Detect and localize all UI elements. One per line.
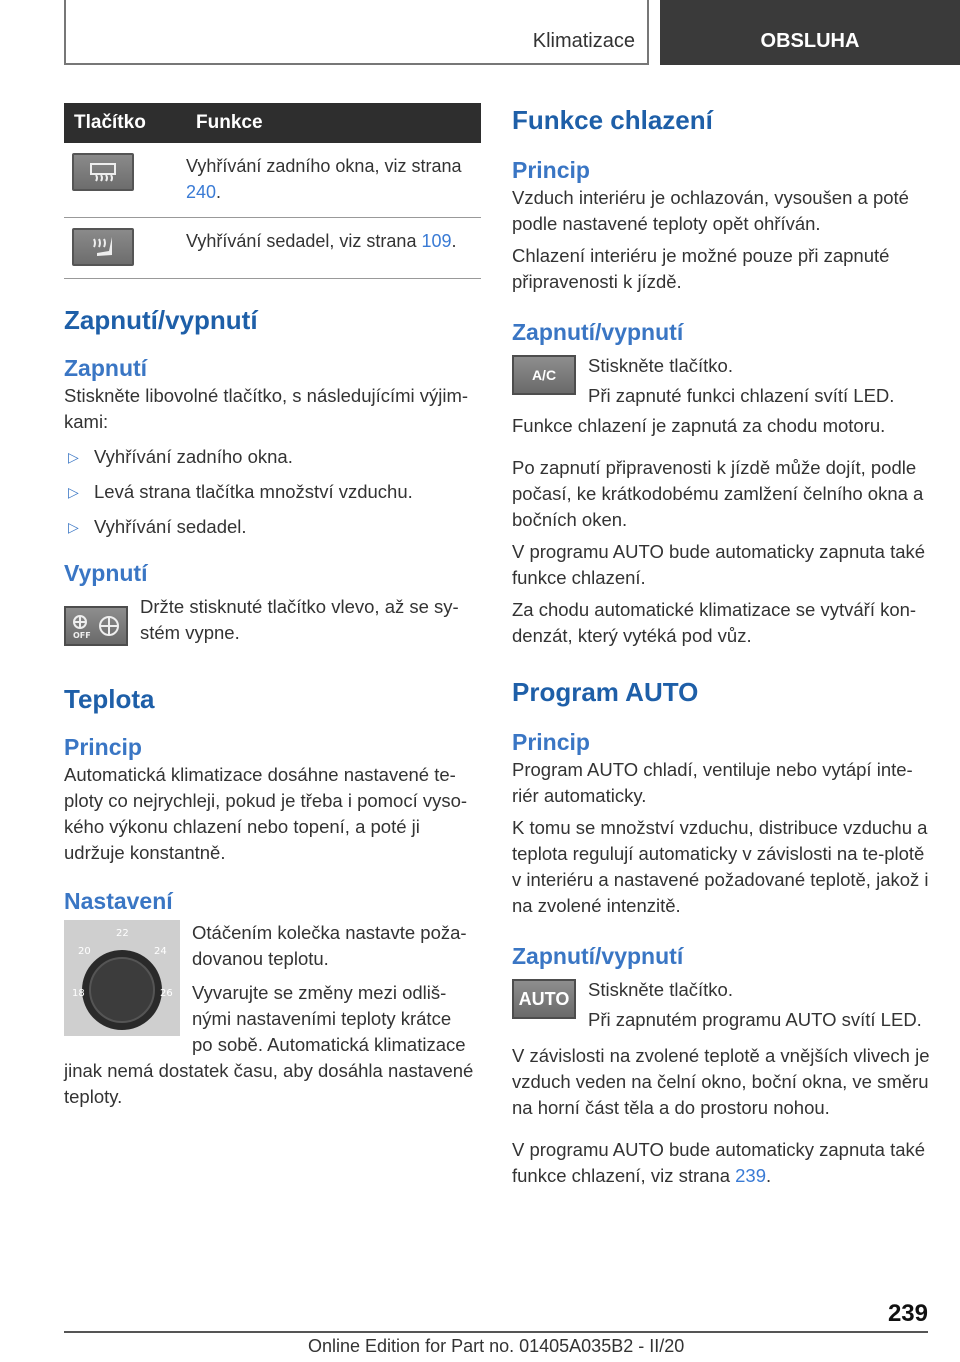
cool-text-3: Funkce chlazení je zapnutá za chodu motoru. xyxy=(512,415,886,436)
heading-princip: Princip xyxy=(512,157,590,183)
setting-text-2a: Vyvarujte se změny mezi odliš- nými nastaveními teploty krátce po sobě. Automatická klimatizace xyxy=(192,982,466,1055)
auto-button-icon: AUTO xyxy=(512,979,576,1019)
cool-text-5: V programu AUTO bude automaticky zapnuta také funkce chlazení. xyxy=(512,541,926,588)
setting-text-2b: jinak nemá dostatek času, aby dosáhla nastavené teploty. xyxy=(64,1060,474,1107)
col-header-function: Funkce xyxy=(186,103,481,143)
fan-off-button-icon xyxy=(64,606,128,646)
row-text: Vyhřívání zadního okna, viz strana xyxy=(186,156,462,176)
heading-on: Zapnutí xyxy=(64,355,148,381)
page-link[interactable]: 240 xyxy=(186,182,217,202)
off-instruction xyxy=(64,594,481,646)
ac-button-icon: A/C xyxy=(512,355,576,395)
seat-heat-icon xyxy=(72,228,134,266)
heading-on-off: Zapnutí/vypnutí xyxy=(512,319,684,345)
svg-text:18: 18 xyxy=(72,988,85,999)
list-item: ▷ Vyhřívání zadního okna. xyxy=(64,444,481,470)
row-text: Vyhřívání sedadel, viz strana xyxy=(186,231,422,251)
list-item: ▷ Vyhřívání sedadel. xyxy=(64,514,481,540)
right-column xyxy=(512,103,932,1189)
page-number: 239 xyxy=(887,1300,928,1327)
exceptions-list xyxy=(64,444,481,540)
heading-cooling: Funkce chlazení xyxy=(512,105,713,135)
heading-princip-2: Princip xyxy=(512,729,590,755)
page-link[interactable]: 109 xyxy=(421,231,452,251)
chapter-title: OBSLUHA xyxy=(760,30,860,52)
auto-text-t2: Při zapnutém programu AUTO svítí LED. xyxy=(588,1009,922,1030)
heading-program-auto: Program AUTO xyxy=(512,677,699,707)
off-text: Držte stisknuté tlačítko vlevo, až se sy-stém vypne. xyxy=(140,596,459,643)
ac-instruction xyxy=(512,353,932,409)
ac-text-1: Stiskněte tlačítko. xyxy=(588,355,733,376)
section-title: Klimatizace xyxy=(532,30,635,52)
list-item: ▷ Levá strana tlačítka množství vzduchu. xyxy=(64,479,481,505)
setting-instruction xyxy=(64,920,481,1058)
heading-off: Vypnutí xyxy=(64,560,148,586)
cool-text-1: Vzduch interiéru je ochlazován, vysoušen a poté podle nastavené teploty opět ohříván. xyxy=(512,187,909,234)
table-header-row xyxy=(64,103,481,143)
auto-text-2: K tomu se množství vzduchu, distribuce vzduchu a teplota regulují automaticky v závislosti na te-plotě v interiéru a nastavené požadované teplotě, jakož i na zvolené intenzitě. xyxy=(512,817,929,916)
heading-princip: Princip xyxy=(64,734,142,760)
cool-text-2: Chlazení interiéru je možné pouze při zapnuté připravenosti k jízdě. xyxy=(512,245,890,292)
col-header-button: Tlačítko xyxy=(64,103,186,143)
temperature-knob-icon xyxy=(64,920,180,1036)
cool-text-4: Po zapnutí připravenosti k jízdě může dojít, podle počasí, ke krátkodobému zamlžení čelního okna a bočních oken. xyxy=(512,457,924,530)
rear-window-heat-icon xyxy=(72,153,134,191)
left-column xyxy=(64,103,481,1110)
auto-instruction xyxy=(512,977,932,1033)
auto-text-t1: Stiskněte tlačítko. xyxy=(588,979,733,1000)
cool-text-6: Za chodu automatické klimatizace se vytváří kon-denzát, který vytéká pod vůz. xyxy=(512,599,917,646)
svg-text:OFF: OFF xyxy=(73,631,91,640)
auto-text-3: V závislosti na zvolené teplotě a vnějších vlivech je vzduch veden na čelní okno, boční okna, ve směru na horní část těla a do prostoru nohou. xyxy=(512,1045,930,1118)
footer-divider xyxy=(64,1331,928,1333)
heading-on-off-2: Zapnutí/vypnutí xyxy=(512,943,684,969)
ac-text-2: Při zapnuté funkci chlazení svítí LED. xyxy=(588,385,895,406)
chapter-tab xyxy=(660,0,960,65)
svg-text:20: 20 xyxy=(78,946,91,957)
svg-text:22: 22 xyxy=(116,928,129,939)
table-row: Vyhřívání sedadel, viz strana 109. xyxy=(64,218,481,279)
auto-text-1: Program AUTO chladí, ventiluje nebo vytápí inte-riér automaticky. xyxy=(512,759,913,806)
page-header xyxy=(64,0,960,65)
setting-text-1: Otáčením kolečka nastavte poža-dovanou teplotu. xyxy=(192,922,467,969)
button-function-table xyxy=(64,103,481,279)
edition-text: Online Edition for Part no. 01405A035B2 - II/20 xyxy=(308,1336,685,1356)
on-text: Stiskněte libovolné tlačítko, s následujícími výjim-kami: xyxy=(64,385,469,432)
heading-on-off: Zapnutí/vypnutí xyxy=(64,305,258,335)
heading-setting: Nastavení xyxy=(64,888,173,914)
heading-temperature: Teplota xyxy=(64,684,155,714)
section-tab xyxy=(64,0,649,65)
temp-text: Automatická klimatizace dosáhne nastavené te-ploty co nejrychleji, pokud je třeba i pomocí vyso-kého výkonu chlazení nebo topení, a poté ji udržuje konstantně. xyxy=(64,764,468,863)
svg-text:26: 26 xyxy=(160,988,173,999)
svg-text:24: 24 xyxy=(154,946,167,957)
auto-text-4: V programu AUTO bude automaticky zapnuta také funkce chlazení, viz strana 239. xyxy=(512,1139,926,1186)
table-row: Vyhřívání zadního okna, viz strana 240. xyxy=(64,143,481,218)
page-link[interactable]: 239 xyxy=(735,1165,767,1186)
